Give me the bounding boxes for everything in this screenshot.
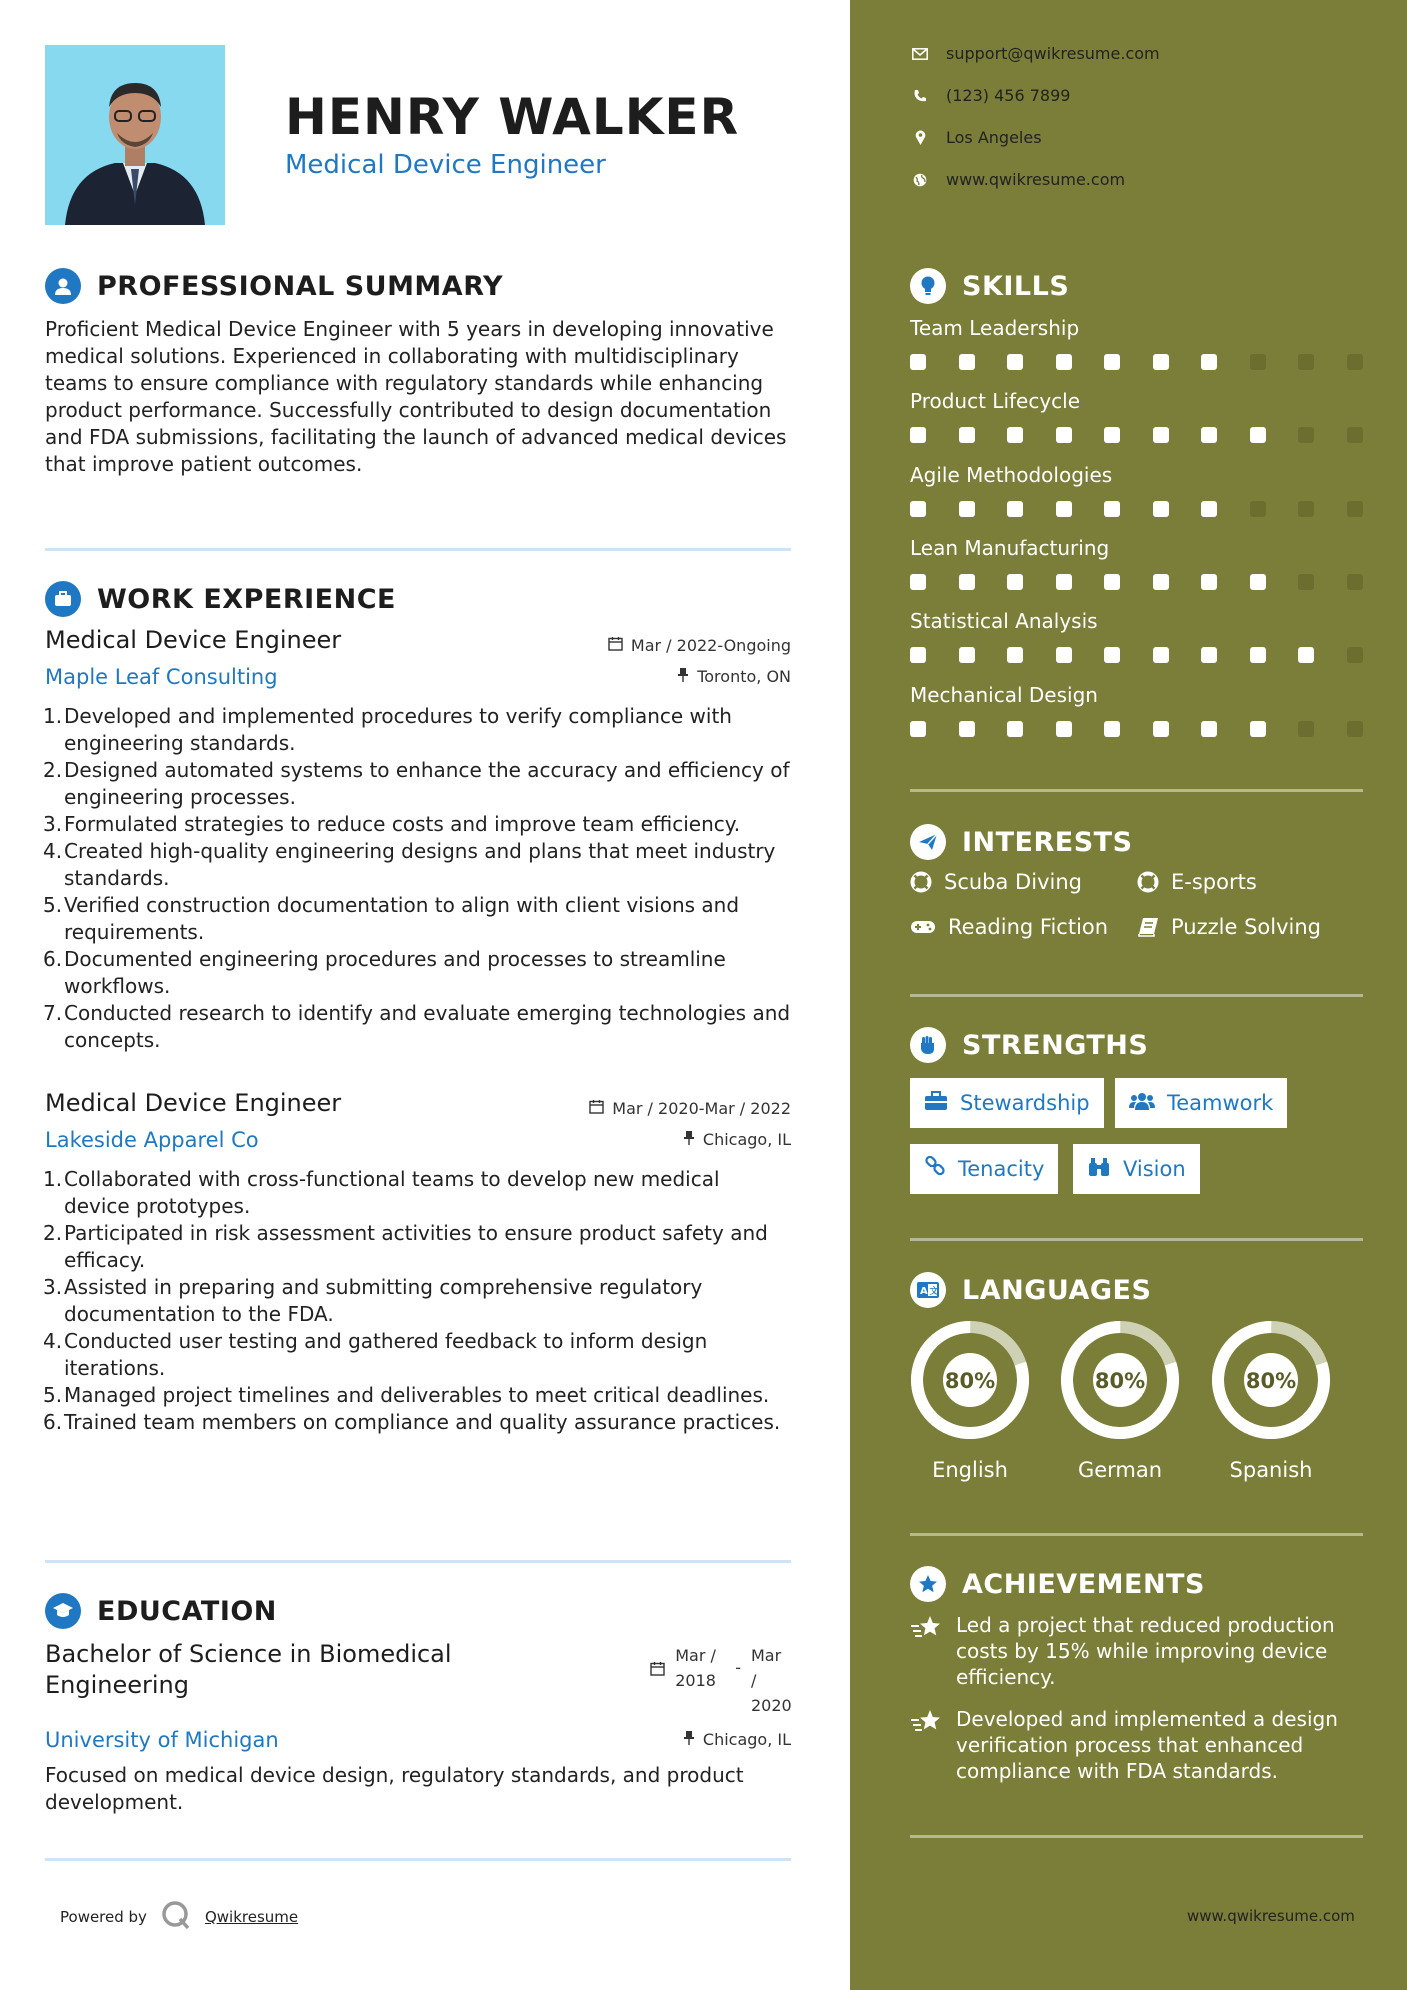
rating-dot-empty [1347,647,1363,663]
rating-dot-filled [1153,354,1169,370]
calendar-icon [608,636,623,655]
rating-dot-filled [959,647,975,663]
rating-dot-filled [1007,427,1023,443]
rating-dot-filled [1201,427,1217,443]
school: University of Michigan [45,1728,279,1752]
rating-dot-filled [1153,427,1169,443]
languages-title: LANGUAGES [962,1274,1152,1306]
qwikresume-link[interactable]: Qwikresume [204,1908,299,1926]
list-item: 5. Verified construction documentation to align with client visions and requirements. [43,893,740,944]
rating-dot-filled [910,721,926,737]
rating-dot-filled [1056,574,1072,590]
user-icon [45,268,81,304]
rating-dot-empty [1298,427,1314,443]
users-icon [1129,1091,1155,1116]
rating-dot-filled [1201,574,1217,590]
rating-dot-filled [910,501,926,517]
contact-location: Los Angeles [910,128,1042,147]
rating-dot-filled [1007,647,1023,663]
achievement-item: Developed and implemented a design verification process that enhanced compliance with FDA standards. [910,1706,1363,1784]
skills-heading [910,268,1069,304]
language-name: English [932,1458,1008,1482]
phone-icon [910,89,930,103]
summary-heading [45,268,503,304]
list-item: 7. Conducted research to identify and evaluate emerging technologies and concepts. [43,1001,791,1052]
language-name: German [1077,1458,1163,1482]
strength-badge: Tenacity [910,1144,1058,1194]
rating-dot-filled [1056,427,1072,443]
rating-dot-filled [959,354,975,370]
list-item: 1. Collaborated with cross-functional teams to develop new medical device prototypes. [43,1167,720,1218]
rating-dot-filled [1153,501,1169,517]
graduation-icon [45,1593,81,1629]
experience-heading [45,581,396,617]
fist-icon [910,1027,946,1063]
profile-photo [45,45,225,225]
achievement-item: Led a project that reduced production costs by 15% while improving device efficiency. [910,1612,1363,1690]
calendar-icon [650,1658,665,1683]
divider [910,1835,1363,1838]
envelope-icon [910,48,930,60]
candidate-title: Medical Device Engineer [285,150,606,180]
rating-dot-filled [1104,574,1120,590]
rating-dot-empty [1298,574,1314,590]
skill-rating [910,574,1363,590]
contact-email: support@qwikresume.com [910,44,1160,63]
skill-item: Statistical Analysis [910,609,1363,663]
job-role: Medical Device Engineer [45,626,342,654]
translate-icon [910,1272,946,1308]
rating-dot-empty [1298,354,1314,370]
pin-icon [683,1730,695,1749]
rating-dot-filled [1056,721,1072,737]
language-progress-ring [908,1318,1032,1442]
divider [45,1560,791,1563]
job-company: Maple Leaf Consulting [45,665,278,689]
education-title: EDUCATION [97,1595,277,1627]
rating-dot-empty [1250,354,1266,370]
interest-item: E-sports [1137,870,1257,894]
list-item: 1. Developed and implemented procedures to verify compliance with engineering standards. [43,704,732,755]
rating-dot-filled [1104,647,1120,663]
strength-badge: Vision [1073,1144,1200,1194]
education-dates: Mar / 2018 - Mar / 2020 [650,1643,791,1718]
rating-dot-filled [959,501,975,517]
summary-title: PROFESSIONAL SUMMARY [97,270,504,302]
rating-dot-filled [1007,574,1023,590]
binoculars-icon [1087,1157,1111,1182]
job-company: Lakeside Apparel Co [45,1128,259,1152]
skill-item: Mechanical Design [910,683,1363,737]
rating-dot-empty [1347,574,1363,590]
skill-item: Agile Methodologies [910,463,1363,517]
list-item: 4. Created high-quality engineering designs and plans that meet industry standards. [43,839,776,890]
divider [910,994,1363,997]
language-item [1058,1318,1182,1482]
rating-dot-filled [1201,354,1217,370]
rating-dot-filled [1250,721,1266,737]
pin-icon [683,1130,695,1149]
rating-dot-empty [1250,501,1266,517]
rating-dot-filled [910,354,926,370]
rating-dot-filled [1056,501,1072,517]
divider [910,1533,1363,1536]
rating-dot-empty [1347,501,1363,517]
divider [45,548,791,551]
education-description: Focused on medical device design, regulatory standards, and product development. [45,1763,744,1814]
job-dates: Mar / 2022-Ongoing [608,636,791,655]
link-icon [924,1156,946,1183]
interest-item: Reading Fiction [910,915,1108,939]
skill-rating [910,354,1363,370]
list-item: 2. Participated in risk assessment activities to ensure product safety and efficacy. [43,1221,768,1272]
svg-text:文: 文 [929,1287,939,1297]
lightbulb-icon [910,268,946,304]
interests-heading [910,824,1133,860]
experience-title: WORK EXPERIENCE [97,583,396,615]
language-item [1209,1318,1333,1482]
skills-title: SKILLS [962,270,1070,302]
list-item: 6. Documented engineering procedures and processes to streamline workflows. [43,947,726,998]
education-entry [45,1639,791,1816]
rating-dot-filled [910,574,926,590]
rating-dot-empty [1347,721,1363,737]
shooting-star-icon [910,1612,946,1690]
contact-phone: (123) 456 7899 [910,86,1070,105]
job-entry [45,1089,791,1436]
strength-badge: Stewardship [910,1078,1104,1128]
footer-website[interactable]: www.qwikresume.com [1187,1907,1355,1925]
qwikresume-logo-icon [161,1900,191,1934]
job-duties [45,703,791,1054]
strength-badge: Teamwork [1115,1078,1287,1128]
rating-dot-filled [1007,501,1023,517]
rating-dot-filled [1007,721,1023,737]
job-location: Toronto, ON [677,667,791,686]
divider [45,1858,791,1861]
rating-dot-filled [1153,574,1169,590]
rating-dot-filled [1104,501,1120,517]
contact-website: www.qwikresume.com [910,170,1125,189]
book-icon [1137,917,1159,937]
language-percent: 80% [1245,1369,1297,1393]
life-ring-icon [910,871,932,893]
briefcase-icon [924,1091,948,1116]
pin-icon [677,667,689,686]
rating-dot-filled [1201,721,1217,737]
skill-item: Team Leadership [910,316,1363,370]
footer-powered: Powered by Qwikresume [60,1900,298,1934]
calendar-icon [589,1099,604,1118]
job-location: Chicago, IL [683,1130,791,1149]
rating-dot-filled [1153,721,1169,737]
job-entry [45,626,791,1054]
language-progress-ring [1058,1318,1182,1442]
rating-dot-filled [1056,354,1072,370]
job-role: Medical Device Engineer [45,1089,342,1117]
rating-dot-filled [1250,647,1266,663]
rating-dot-filled [959,574,975,590]
skill-rating [910,647,1363,663]
candidate-name: HENRY WALKER [285,88,740,146]
rating-dot-filled [1250,427,1266,443]
achievements-heading [910,1566,1205,1602]
rating-dot-empty [1298,721,1314,737]
skill-rating [910,501,1363,517]
rating-dot-filled [1201,501,1217,517]
interests-title: INTERESTS [962,826,1133,858]
interest-item: Puzzle Solving [1137,915,1321,939]
language-item [908,1318,1032,1482]
rating-dot-filled [1201,647,1217,663]
strengths-title: STRENGTHS [962,1029,1149,1061]
job-dates: Mar / 2020-Mar / 2022 [589,1099,791,1118]
degree: Bachelor of Science in Biomedical Engineering [45,1640,452,1699]
list-item: 2. Designed automated systems to enhance the accuracy and efficiency of engineering processes. [43,758,790,809]
languages-heading [910,1272,1151,1308]
rating-dot-filled [1056,647,1072,663]
paper-plane-icon [910,824,946,860]
job-duties [45,1166,791,1436]
rating-dot-filled [910,427,926,443]
rating-dot-empty [1347,427,1363,443]
list-item: 3. Formulated strategies to reduce costs and improve team efficiency. [43,812,741,836]
language-percent: 80% [944,1369,996,1393]
skill-rating [910,427,1363,443]
language-progress-ring [1209,1318,1333,1442]
shooting-star-icon [910,1706,946,1784]
skill-item: Lean Manufacturing [910,536,1363,590]
rating-dot-empty [1347,354,1363,370]
divider [910,1238,1363,1241]
language-percent: 80% [1094,1369,1146,1393]
rating-dot-empty [1298,501,1314,517]
life-ring-icon [1137,871,1159,893]
skill-item: Product Lifecycle [910,389,1363,443]
divider [910,789,1363,792]
list-item: 6. Trained team members on compliance and quality assurance practices. [43,1410,781,1434]
rating-dot-filled [1104,721,1120,737]
svg-text:A: A [920,1286,928,1297]
achievements-title: ACHIEVEMENTS [962,1568,1205,1600]
rating-dot-filled [1153,647,1169,663]
map-marker-icon [910,130,930,145]
rating-dot-filled [1104,354,1120,370]
school-location: Chicago, IL [683,1730,791,1749]
rating-dot-filled [1104,427,1120,443]
interest-item: Scuba Diving [910,870,1082,894]
globe-icon [910,173,930,187]
list-item: 5. Managed project timelines and deliverables to meet critical deadlines. [43,1383,770,1407]
rating-dot-filled [959,721,975,737]
language-name: Spanish [1229,1458,1313,1482]
education-heading [45,1593,277,1629]
star-badge-icon [910,1566,946,1602]
summary-text: Proficient Medical Device Engineer with 5 years in developing innovative medical solutions. Experienced in collaborating with multidisciplinary teams to ensure compliance with regulatory standards while enhancing product performance. Successfully contributed to design documentation and FDA submissions, facilitating the launch of advanced medical devices that improve patient outcomes. [45,317,787,476]
strengths-heading [910,1027,1148,1063]
briefcase-icon [45,581,81,617]
rating-dot-filled [910,647,926,663]
rating-dot-filled [1250,574,1266,590]
gamepad-icon [910,919,936,935]
list-item: 4. Conducted user testing and gathered feedback to inform design iterations. [43,1329,708,1380]
skill-rating [910,721,1363,737]
rating-dot-filled [1298,647,1314,663]
rating-dot-filled [959,427,975,443]
rating-dot-filled [1007,354,1023,370]
list-item: 3. Assisted in preparing and submitting comprehensive regulatory documentation to the FDA. [43,1275,703,1326]
